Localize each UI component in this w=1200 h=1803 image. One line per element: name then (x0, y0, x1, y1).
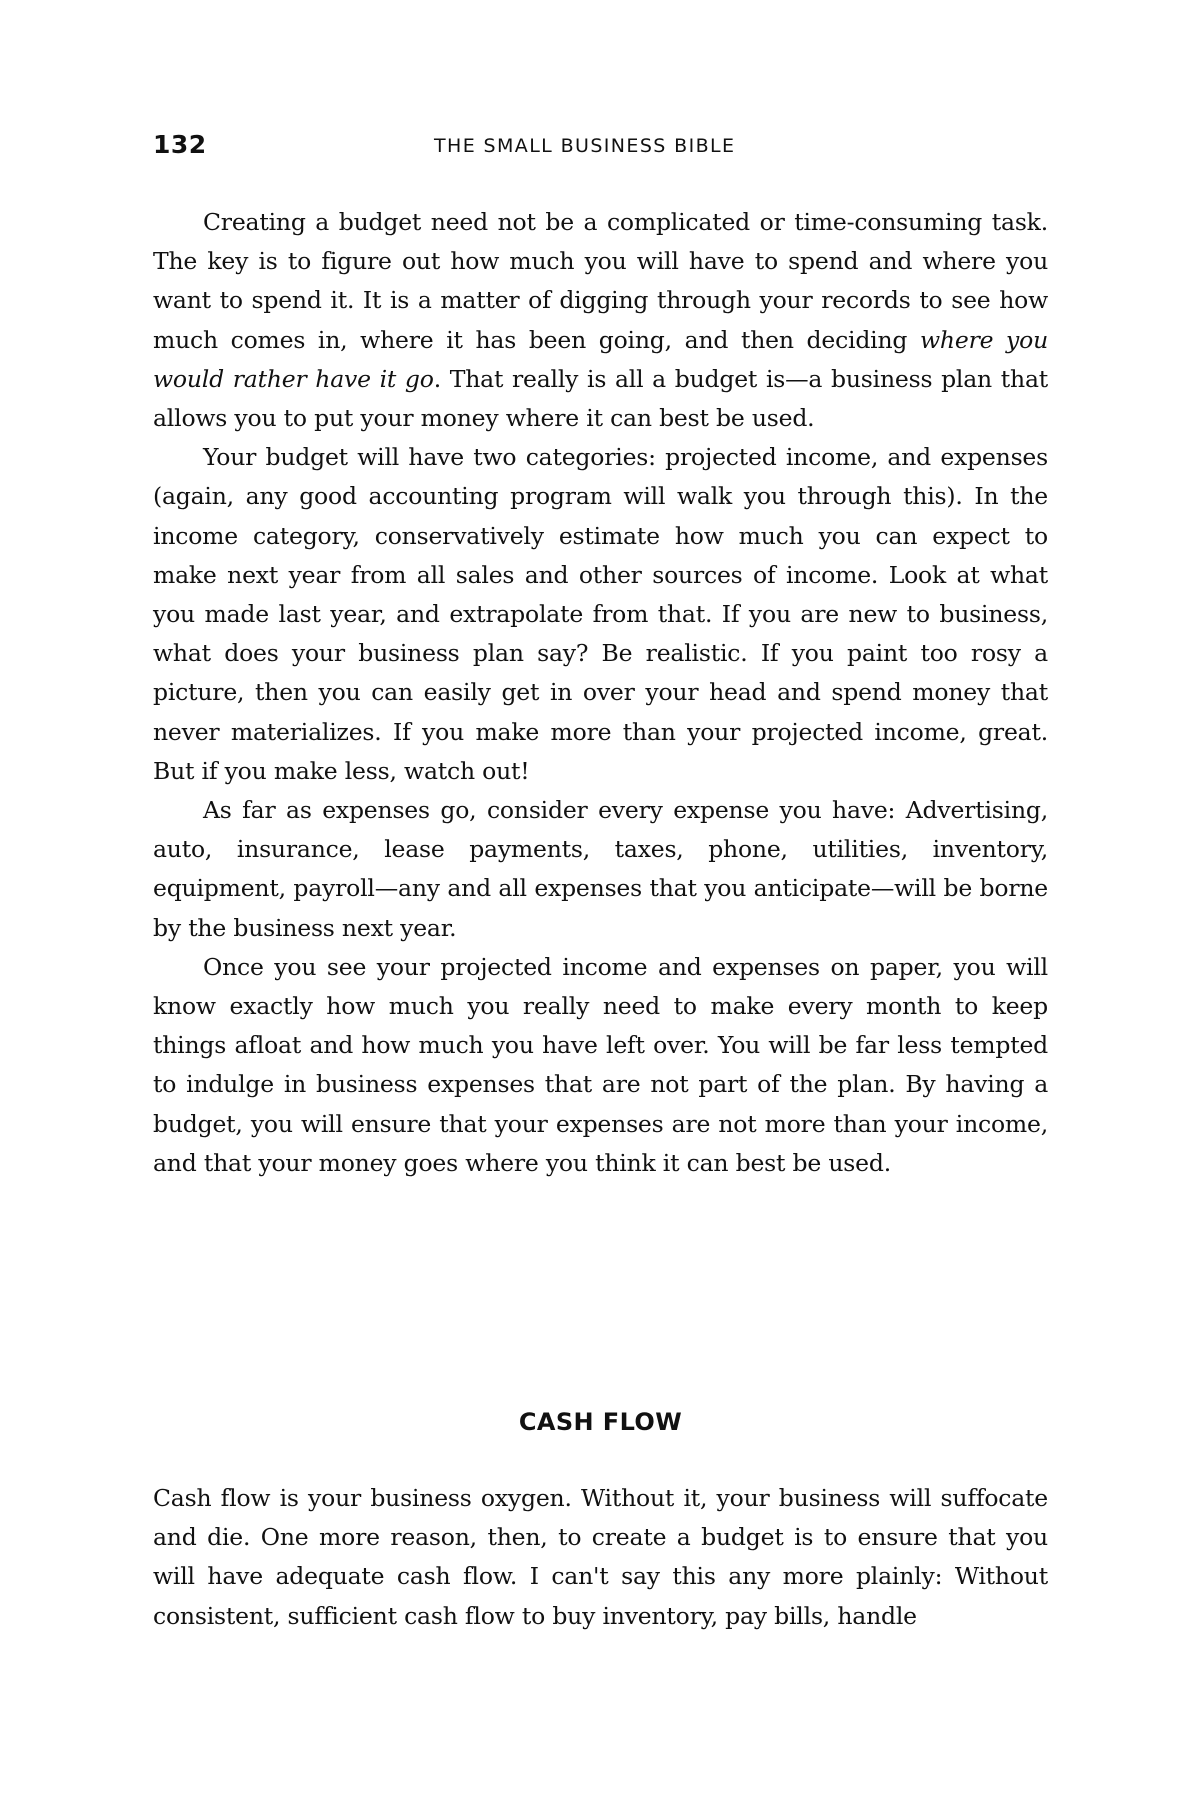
page-header (153, 128, 1053, 168)
section-body (153, 1479, 1048, 1636)
paragraph-cash-flow: Cash flow is your business oxygen. Without it, your business will suffocate and die. One more reason, then, to create a budget is to ensure that you will have adequate cash flow. I can't say this any more plainly: Without consistent, sufficient cash flow to buy inventory, pay bills, handle (153, 1484, 1048, 1630)
paragraph-budget-intro (153, 203, 1048, 438)
body-text (153, 203, 1048, 1183)
section-heading: CASH FLOW (518, 1408, 683, 1436)
paragraph-expenses: As far as expenses go, consider every expense you have: Advertising, auto, insurance, lease payments, taxes, phone, utilities, inventory, equipment, payroll—any and all expenses that you anticipate—will be borne by the business next year. (153, 796, 1048, 942)
paragraph-budget-categories: Your budget will have two categories: projected income, and expenses (again, any good accounting program will walk you through this). In the income category, conservatively estimate how much you can expect to make next year from all sales and other sources of income. Look at what you made last year, and extrapolate from that. If you are new to business, what does your business plan say? Be realistic. If you paint too rosy a picture, then you can easily get in over your head and spend money that never materializes. If you make more than your projected income, great. But if you make less, watch out! (153, 443, 1048, 785)
paragraph-text: Creating a budget need not be a complicated or time-consuming task. The key is to figure out how much you will have to spend and where you want to spend it. It is a matter of digging through your records to see how much comes in, where it has been going, and then deciding (153, 208, 1048, 354)
running-title: THE SMALL BUSINESS BIBLE (434, 135, 736, 157)
paragraph-text: . That really is all a budget is—a business plan that allows you to put your money where it can best be used. (153, 364, 1049, 433)
page-number: 132 (153, 130, 207, 159)
paragraph-benefits: Once you see your projected income and expenses on paper, you will know exactly how much you really need to make every month to keep things afloat and how much you have left over. You will be far less tempted to indulge in business expenses that are not part of the plan. By having a budget, you will ensure that your expenses are not more than your income, and that your money goes where you think it can best be used. (153, 952, 1048, 1177)
emphasis-text: where you would rather have it go (153, 325, 1049, 393)
